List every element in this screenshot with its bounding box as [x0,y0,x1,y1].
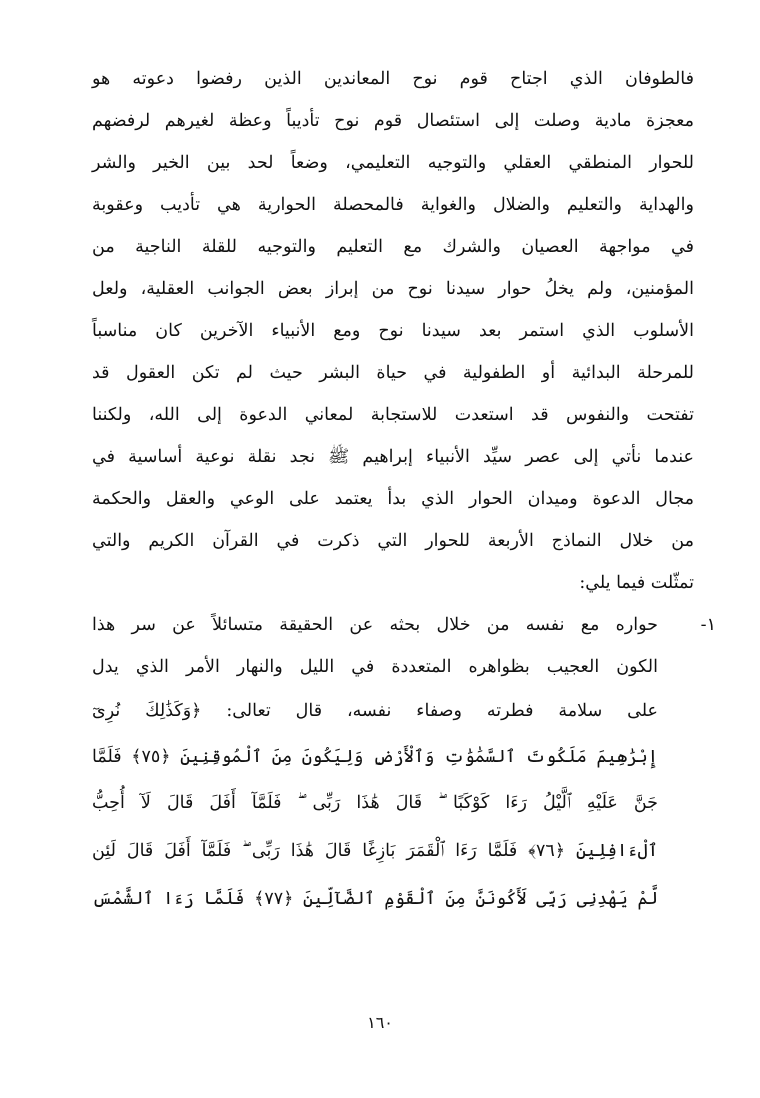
quran-verse-line: جَنَّ عَلَيْهِ ٱلَّيْلُ رَءَا كَوْكَبًا ۖ قَالَ هَٰذَا رَبِّى ۖ فَلَمَّآ أَفَلَ قَالَ لَآ أُحِبُّ [92,793,658,813]
paragraph-line: في مواجهة العصيان والشرك مع التعليم والتوجيه للقلة الناجية من [92,237,694,257]
list-item-number: ١- [700,615,716,635]
paragraph-line: مجال الدعوة وميدان الحوار الذي بدأ يعتمد على الوعي والعقل والحكمة [92,489,694,509]
quran-verse-line: ٱلْءَافِلِينَ ﴿٧٦﴾ فَلَمَّا رَءَا ٱلْقَمَرَ بَازِغًا قَالَ هَٰذَا رَبِّى ۖ فَلَمَّآ أَفَلَ قَالَ لَئِن [92,841,658,861]
paragraph-line: فالطوفان الذي اجتاح قوم نوح المعاندين الذين رفضوا دعوته هو [92,69,694,89]
paragraph-line: من خلال النماذج الأربعة للحوار التي ذكرت في القرآن الكريم والتي [92,531,694,551]
quran-verse-line: لَّمْ يَهْدِنِى رَبِّى لَأَكُونَنَّ مِنَ ٱلْقَوْمِ ٱلضَّآلِّينَ ﴿٧٧﴾ فَلَمَّا رَءَا ٱلشَّمْسَ [92,889,658,909]
paragraph-line: للمرحلة البدائية أو الطفولية في حياة البشر حيث لم تكن العقول قد [92,363,694,383]
list-item-line: الكون العجيب بظواهره المتعددة في الليل والنهار الأمر الذي يدل [92,657,658,677]
list-item-line: على سلامة فطرته وصفاء نفسه، قال تعالى: ﴿وَكَذَٰلِكَ نُرِىٓ [92,701,658,721]
paragraph-line: تمثّلت فيما يلي: [579,573,694,593]
page-number: ١٦٠ [367,1013,393,1032]
paragraph-line: للحوار المنطقي العقلي والتوجيه التعليمي، وضعاً لحد بين الخير والشر [92,153,694,173]
paragraph-line: والهداية والتعليم والضلال والغواية فالمحصلة الحوارية هي تأديب وعقوبة [92,195,694,215]
paragraph-line: الأسلوب الذي استمر بعد سيدنا نوح ومع الأنبياء الآخرين كان مناسباً [92,321,694,341]
paragraph-line: المؤمنين، ولم يخلُ حوار سيدنا نوح من إبراز بعض الجوانب العقلية، ولعل [92,279,694,299]
paragraph-line: تفتحت والنفوس قد استعدت للاستجابة لمعاني الدعوة إلى الله، ولكننا [92,405,694,425]
quran-verse-line: إِبْرَٰهِيمَ مَلَكُوتَ ٱلسَّمَٰوَٰتِ وَٱلْأَرْضِ وَلِيَكُونَ مِنَ ٱلْمُوقِنِينَ ﴿٧٥﴾ فَلَمَّا [92,747,658,767]
paragraph-line: معجزة مادية وصلت إلى استئصال قوم نوح تأديباً وعظة لغيرهم لرفضهم [92,111,694,131]
list-item-line: حواره مع نفسه من خلال بحثه عن الحقيقة متسائلاً عن سر هذا [92,615,658,635]
paragraph-line: عندما نأتي إلى عصر سيِّد الأنبياء إبراهيم ﷺ نجد نقلة نوعية أساسية في [92,447,694,467]
